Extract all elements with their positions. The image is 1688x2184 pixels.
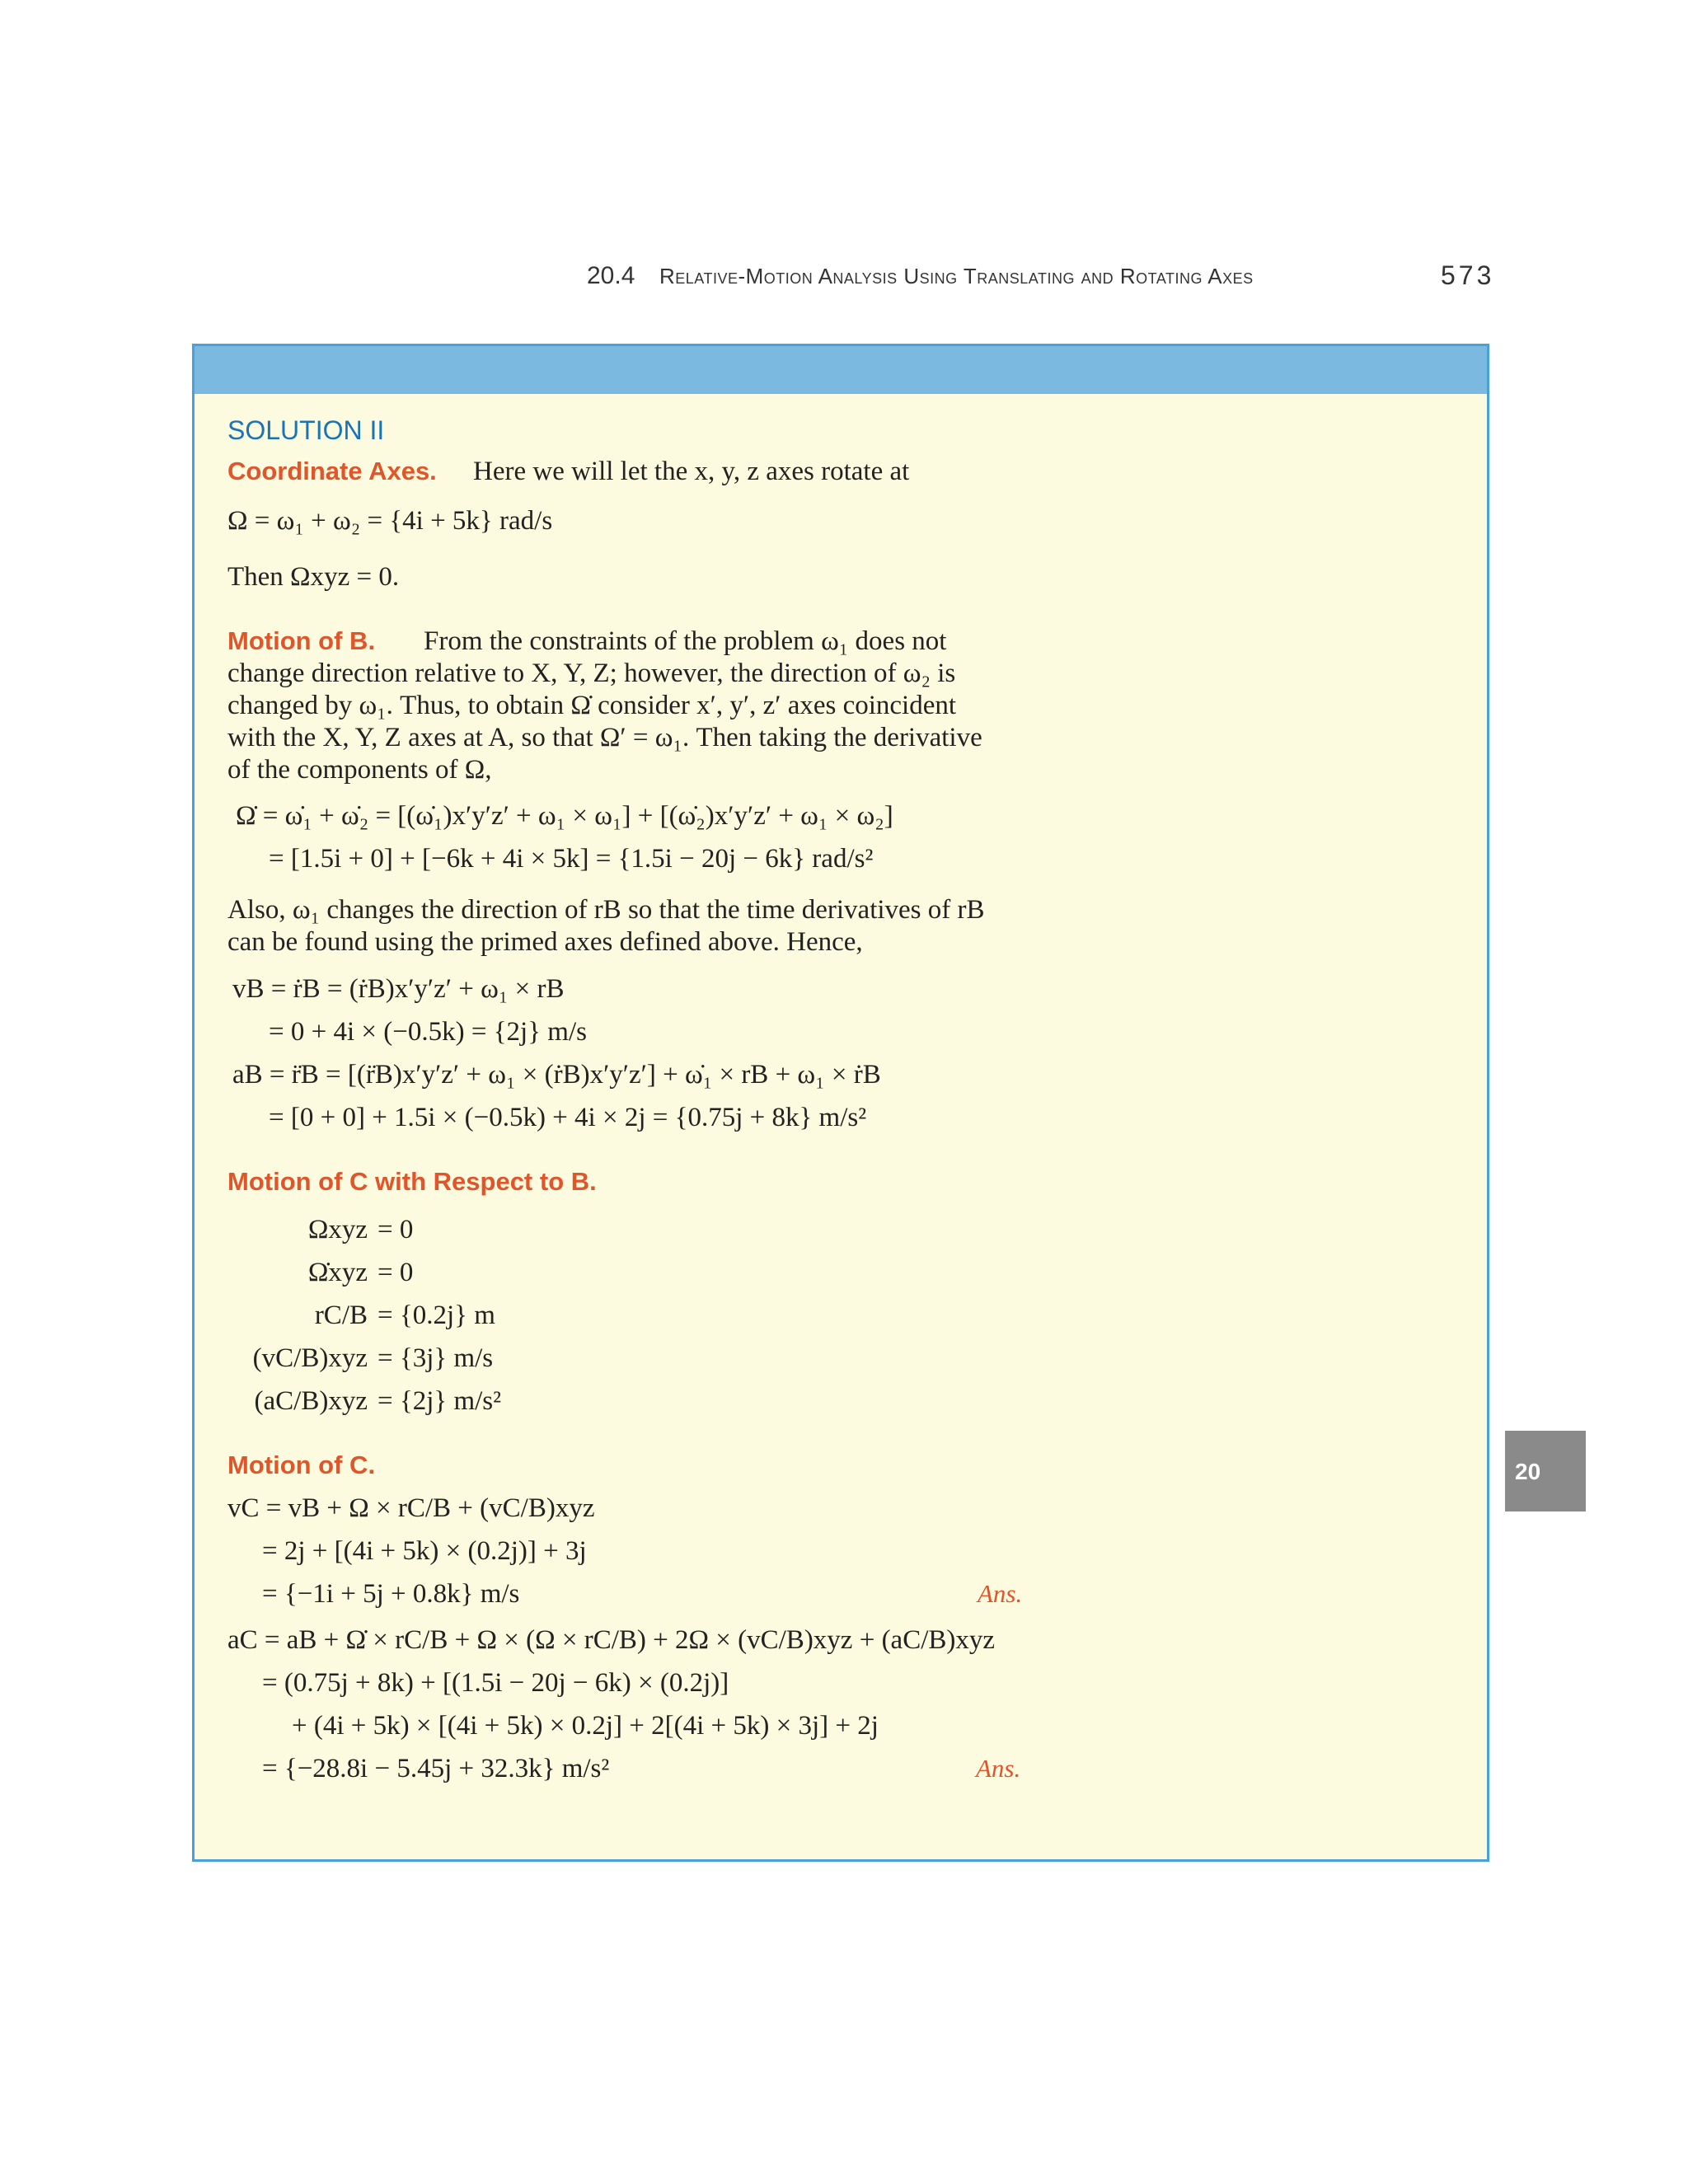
section-number: 20.4	[587, 262, 635, 289]
solution-box-header-bar	[195, 346, 1487, 394]
also-line: can be found using the primed axes defined above. Hence,	[227, 927, 863, 957]
solution-box	[192, 344, 1489, 1862]
equation-ac-1: aC = aB + Ω̇ × rC/B + Ω × (Ω × rC/B) + 2Ω × (vC/B)xyz + (aC/B)xyz	[227, 1625, 996, 1655]
motion-b-line: of the components of Ω,	[227, 755, 492, 785]
answer-label: Ans.	[976, 1754, 1021, 1783]
solution-title: SOLUTION II	[227, 415, 385, 445]
equation-vc-1: vC = vB + Ω × rC/B + (vC/B)xyz	[227, 1493, 595, 1523]
cb-lhs: Ωxyz	[307, 1215, 368, 1244]
equation-ac-2: = (0.75j + 8k) + [(1.5i − 20j − 6k) × (0.2j)]	[262, 1668, 729, 1698]
motion-b-line: changed by ω₁. Thus, to obtain Ω̇ consider x′, y′, z′ axes coincident	[227, 691, 957, 720]
motion-c-heading: Motion of C.	[227, 1451, 376, 1479]
equation-vc-3: = {−1i + 5j + 0.8k} m/s	[262, 1579, 520, 1609]
equation-ac-4: = {−28.8i − 5.45j + 32.3k} m/s²	[262, 1754, 610, 1783]
motion-b-line: change direction relative to X, Y, Z; however, the direction of ω₂ is	[227, 658, 956, 688]
equation-omega: Ω = ω₁ + ω₂ = {4i + 5k} rad/s	[227, 506, 553, 536]
cb-lhs: (vC/B)xyz	[252, 1343, 368, 1373]
cb-rhs: = 0	[377, 1215, 414, 1244]
equation-omega-dot-2: = [1.5i + 0] + [−6k + 4i × 5k] = {1.5i − 20j − 6k} rad/s²	[269, 844, 874, 874]
equation-vb-1: vB = ṙB = (ṙB)x′y′z′ + ω₁ × rB	[232, 974, 565, 1004]
chapter-tab: 20	[1505, 1431, 1586, 1511]
page-number: 573	[1441, 260, 1495, 290]
cb-lhs: Ω̇xyz	[307, 1258, 368, 1287]
motion-b-heading: Motion of B.	[227, 626, 376, 655]
equation-vc-2: = 2j + [(4i + 5k) × (0.2j)] + 3j	[262, 1536, 587, 1566]
motion-c-wrt-b-heading: Motion of C with Respect to B.	[227, 1167, 597, 1196]
equation-ab-1: aB = r̈B = [(r̈B)x′y′z′ + ω₁ × (ṙB)x′y′z′] + ω̇₁ × rB + ω₁ × ṙB	[232, 1060, 881, 1090]
cb-rhs: = {2j} m/s²	[377, 1386, 502, 1416]
coordinate-axes-heading: Coordinate Axes.	[227, 457, 437, 485]
equation-omega-dot-1: Ω̇ = ω̇₁ + ω̇₂ = [(ω̇₁)x′y′z′ + ω₁ × ω₁] + [(ω̇₂)x′y′z′ + ω₁ × ω₂]	[236, 801, 893, 831]
cb-lhs: rC/B	[314, 1301, 368, 1330]
cb-lhs: (aC/B)xyz	[254, 1386, 368, 1416]
also-line: Also, ω₁ changes the direction of rB so that the time derivatives of rB	[227, 895, 985, 925]
cb-rhs: = {3j} m/s	[377, 1343, 494, 1373]
cb-rhs: = 0	[377, 1258, 414, 1287]
cb-rhs: = {0.2j} m	[377, 1301, 495, 1330]
equation-ab-2: = [0 + 0] + 1.5i × (−0.5k) + 4i × 2j = {0.75j + 8k} m/s²	[269, 1103, 867, 1132]
motion-b-line: with the X, Y, Z axes at A, so that Ω′ = ω₁. Then taking the derivative	[227, 723, 982, 752]
motion-b-line: From the constraints of the problem ω₁ does not	[424, 626, 947, 656]
running-title: Relative-Motion Analysis Using Translating and Rotating Axes	[659, 264, 1254, 288]
then-statement: Then Ωxyz = 0.	[227, 562, 400, 592]
equation-vb-2: = 0 + 4i × (−0.5k) = {2j} m/s	[269, 1017, 587, 1047]
coordinate-axes-text: Here we will let the x, y, z axes rotate at	[473, 457, 910, 486]
equation-ac-3: + (4i + 5k) × [(4i + 5k) × 0.2j] + 2[(4i + 5k) × 3j] + 2j	[292, 1711, 879, 1741]
answer-label: Ans.	[978, 1579, 1023, 1608]
